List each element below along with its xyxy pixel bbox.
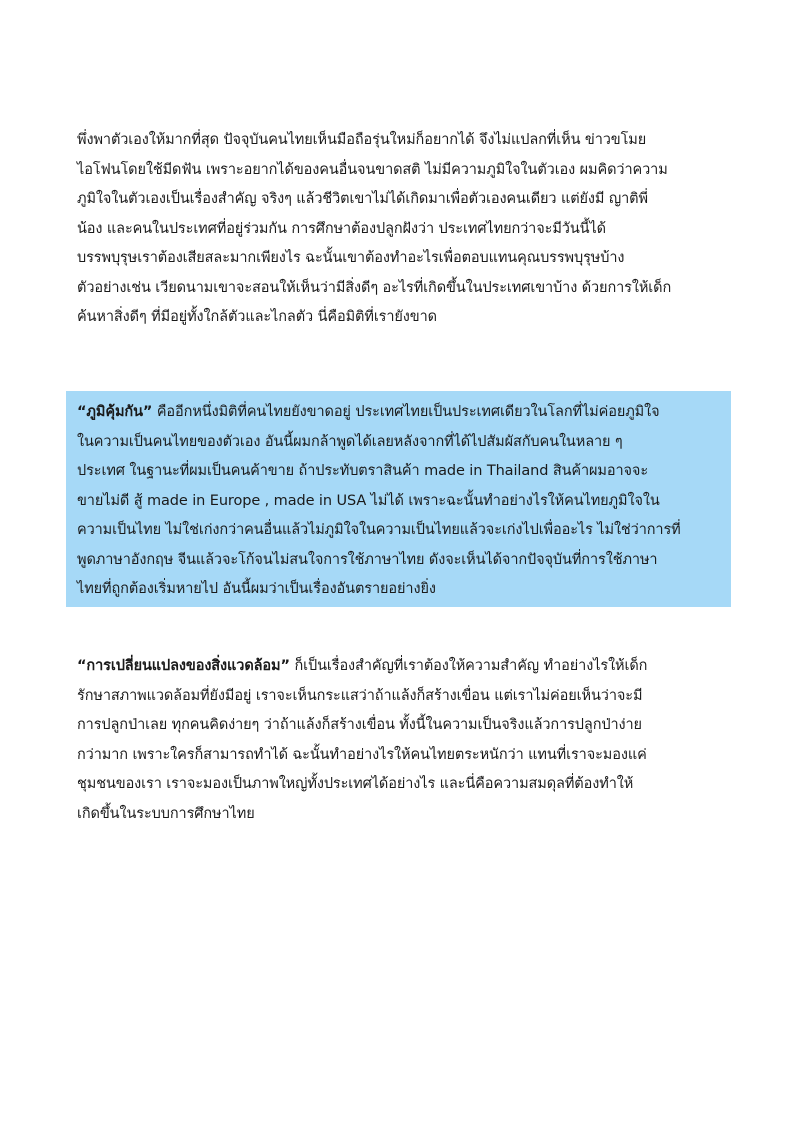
- paragraph-line: ในความเป็นคนไทยของตัวเอง อันนี้ผมกล้าพูดได้เลยหลังจากที่ได้ไปสัมผัสกับคนในหลาย ๆ: [77, 433, 623, 450]
- paragraph-line: ไทยที่ถูกต้องเริ่มหายไป อันนี้ผมว่าเป็นเรื่องอันตรายอย่างยิ่ง: [77, 581, 436, 597]
- paragraph-line: ความเป็นไทย ไม่ใช่เก่งกว่าคนอื่นแล้วไม่ภูมิใจในความเป็นไทยแล้วจะเก่งไปเพื่ออะไร ไม่ใช่ว่าการที่: [77, 522, 681, 538]
- paragraph-line: ตัวอย่างเช่น เวียดนามเขาจะสอนให้เห็นว่ามีสิ่งดีๆ อะไรที่เกิดขึ้นในประเทศเขาบ้าง ด้วยการให้เด็ก: [77, 279, 672, 296]
- paragraph-line: ประเทศ ในฐานะที่ผมเป็นคนค้าขาย ถ้าประทับตราสินค้า made in Thailand สินค้าผมอาจจะ: [77, 463, 649, 479]
- paragraph-line: พูดภาษาอังกฤษ จีนแล้วจะโก้จนไม่สนใจการใช้ภาษาไทย ดังจะเห็นได้จากปัจจุบันที่การใช้ภาษา: [77, 551, 658, 568]
- paragraph-line: กว่ามาก เพราะใครก็สามารถทำได้ ฉะนั้นทำอย่างไรให้คนไทยตระหนักว่า แทนที่เราจะมองแค่: [77, 746, 647, 763]
- paragraph-line: ภูมิใจในตัวเองเป็นเรื่องสำคัญ จริงๆ แล้วชีวิตเขาไม่ได้เกิดมาเพื่อตัวเองคนเดียว แต่ยังมี ญาติพี่: [77, 191, 648, 207]
- paragraph-lead-term: “การเปลี่ยนแปลงของสิ่งแวดล้อม”: [77, 658, 290, 674]
- paragraph-line: รักษาสภาพแวดล้อมที่ยังมีอยู่ เราจะเห็นกระแสว่าถ้าแล้งก็สร้างเขื่อน แต่เราไม่ค่อยเห็นว่าจะมี: [77, 687, 643, 704]
- paragraph-first-line: [77, 652, 737, 682]
- paragraph-line: เกิดขึ้นในระบบการศึกษาไทย: [77, 805, 255, 822]
- paragraph-line: ไอโฟนโดยใช้มีดฟัน เพราะอยากได้ของคนอื่นจนขาดสติ ไม่มีความภูมิใจในตัวเอง ผมคิดว่าความ: [77, 161, 668, 178]
- paragraph-line: ขายไม่ดี สู้ made in Europe , made in USA ไม่ได้ เพราะฉะนั้นทำอย่างไรให้คนไทยภูมิใจใน: [77, 492, 660, 509]
- paragraph-line: น้อง และคนในประเทศที่อยู่ร่วมกัน การศึกษาต้องปลูกฝังว่า ประเทศไทยกว่าจะมีวันนี้ได้: [77, 220, 606, 237]
- paragraph-line: ค้นหาสิ่งดีๆ ที่มีอยู่ทั้งใกล้ตัวและไกลตัว นี่คือมิติที่เรายังขาด: [77, 309, 437, 325]
- paragraph-line: บรรพบุรุษเราต้องเสียสละมากเพียงไร ฉะนั้นเขาต้องทำอะไรเพื่อตอบแทนคุณบรรพบุรุษบ้าง: [77, 250, 625, 266]
- paragraph-immunity: [77, 398, 727, 605]
- paragraph-line: พึ่งพาตัวเองให้มากที่สุด ปัจจุบันคนไทยเห็นมือถือรุ่นใหม่ก็อยากได้ จึงไม่แปลกที่เห็น ข่าวขโมย: [77, 132, 647, 148]
- paragraph-line: ชุมชนของเรา เราจะมองเป็นภาพใหญ่ทั้งประเทศได้อย่างไร และนี่คือความสมดุลที่ต้องทำให้: [77, 776, 634, 792]
- paragraph-lead-term: “ภูมิคุ้มกัน”: [77, 404, 153, 420]
- paragraph-line-rest: คืออีกหนึ่งมิติที่คนไทยยังขาดอยู่ ประเทศไทยเป็นประเทศเดียวในโลกที่ไม่ค่อยภูมิใจ: [152, 404, 660, 420]
- paragraph-line: การปลูกป่าเลย ทุกคนคิดง่ายๆ ว่าถ้าแล้งก็สร้างเขื่อน ทั้งนี้ในความเป็นจริงแล้วการปลูกป่าง่าย: [77, 717, 642, 733]
- paragraph-environment: [77, 652, 737, 829]
- paragraph-first-line: [77, 398, 727, 428]
- paragraph-line-rest: ก็เป็นเรื่องสำคัญที่เราต้องให้ความสำคัญ ทำอย่างไรให้เด็ก: [289, 658, 648, 674]
- paragraph-self-reliance: [77, 126, 737, 333]
